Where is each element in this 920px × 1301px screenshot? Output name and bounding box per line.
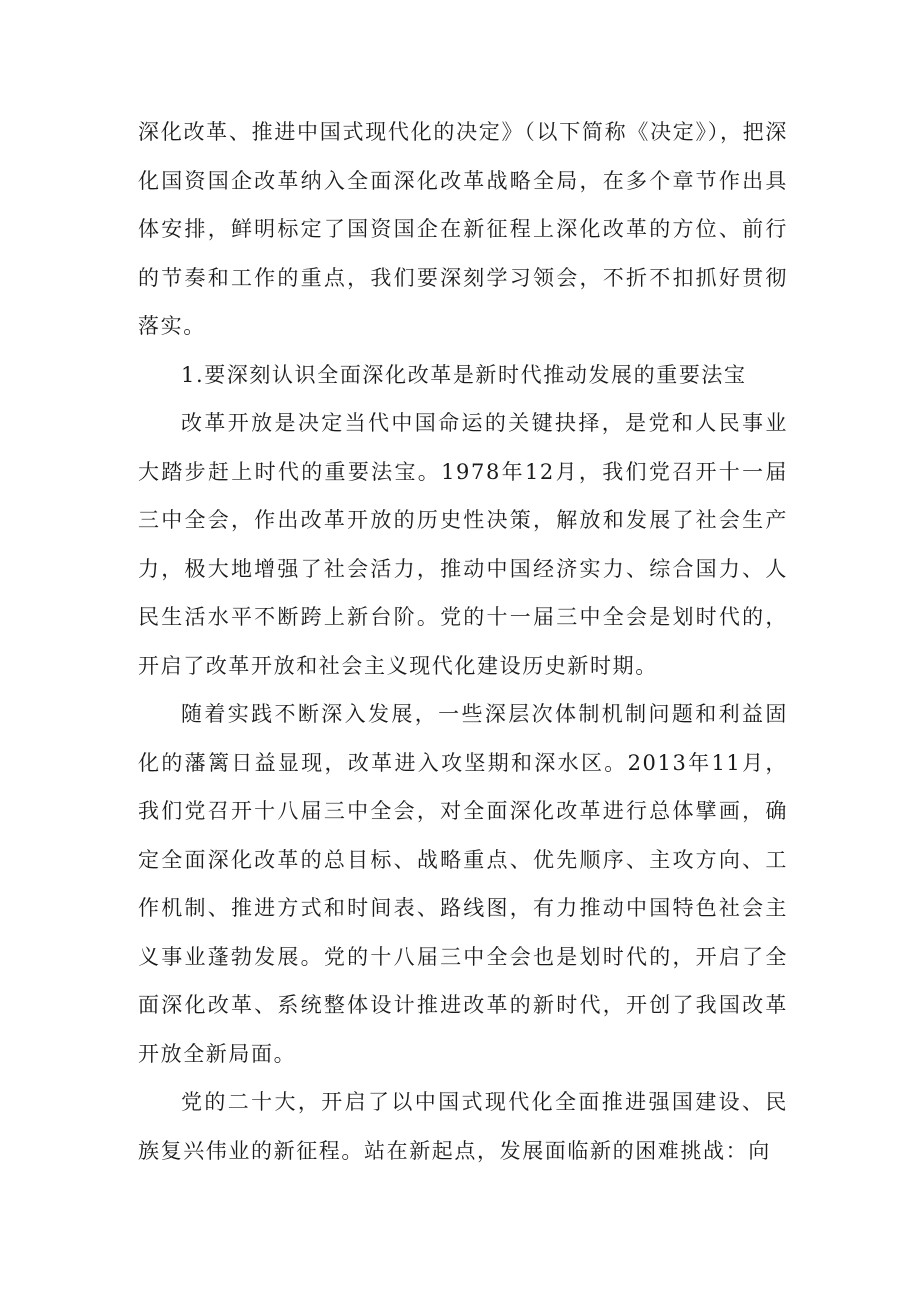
- paragraph-deepening-reform: 随着实践不断深入发展，一些深层次体制机制问题和利益固化的藩篱日益显现，改革进入攻坚期和深水区。2013年11月，我们党召开十八届三中全会，对全面深化改革进行总体擘画，确定全面深化改革的总目标、战略重点、优先顺序、主攻方向、工作机制、推进方式和时间表、路线图，有力推动中国特色社会主义事业蓬勃发展。党的十八届三中全会也是划时代的，开启了全面深化改革、系统整体设计推进改革的新时代，开创了我国改革开放全新局面。: [138, 702, 788, 1066]
- document-body: [138, 108, 788, 1175]
- paragraph-reform-opening: 改革开放是决定当代中国命运的关键抉择，是党和人民事业大踏步赶上时代的重要法宝。1978年12月，我们党召开十一届三中全会，作出改革开放的历史性决策，解放和发展了社会生产力，极大地增强了社会活力，推动中国经济实力、综合国力、人民生活水平不断跨上新台阶。党的十一届三中全会是划时代的，开启了改革开放和社会主义现代化建设历史新时期。: [138, 411, 788, 678]
- paragraph-new-journey: 党的二十大，开启了以中国式现代化全面推进强国建设、民族复兴伟业的新征程。站在新起点，发展面临新的困难挑战：向: [138, 1090, 788, 1163]
- section-heading-1: 1.要深刻认识全面深化改革是新时代推动发展的重要法宝: [181, 362, 747, 387]
- paragraph-intro: 深化改革、推进中国式现代化的决定》（以下简称《决定》），把深化国资国企改革纳入全面深化改革战略全局，在多个章节作出具体安排，鲜明标定了国资国企在新征程上深化改革的方位、前行的节奏和工作的重点，我们要深刻学习领会，不折不扣抓好贯彻落实。: [138, 120, 788, 338]
